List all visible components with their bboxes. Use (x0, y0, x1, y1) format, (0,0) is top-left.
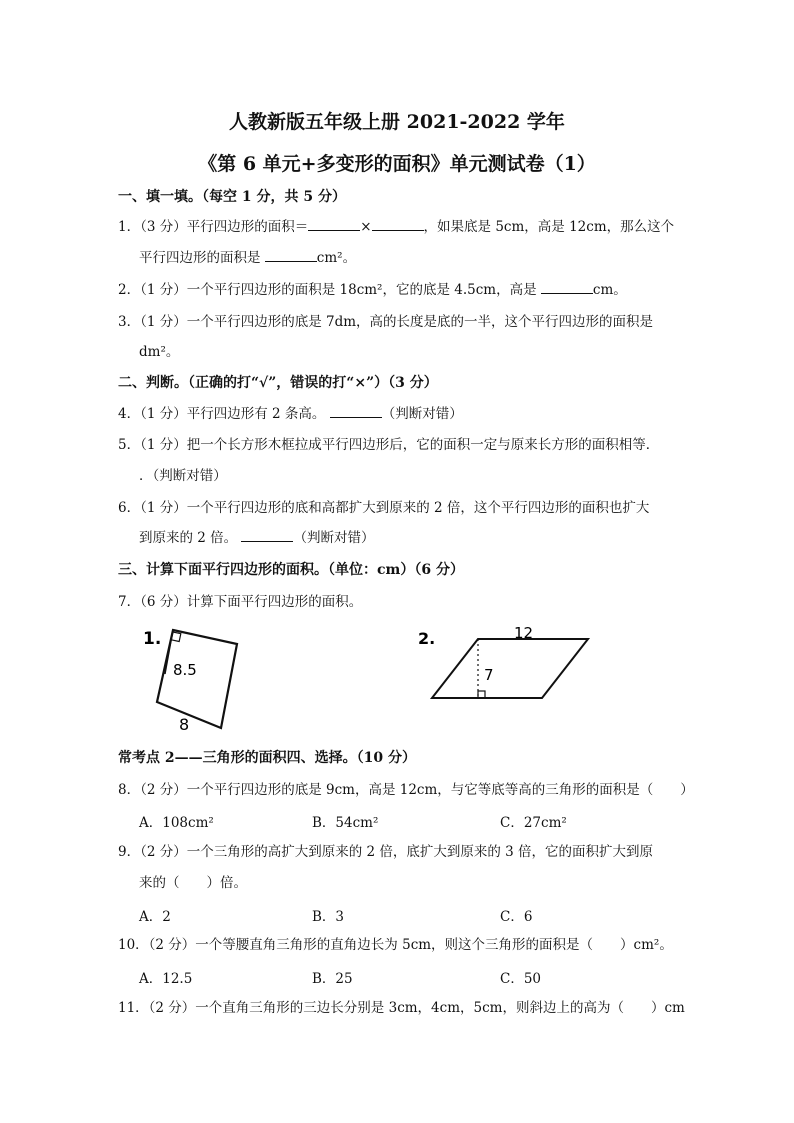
q10-option-c[interactable]: C．50 (500, 971, 542, 987)
figure-2-height-label: 7 (484, 666, 494, 684)
question-5-cont: ．（判断对错） (139, 468, 227, 484)
q6-text-b: 到原来的 2 倍。 (139, 530, 238, 546)
q9-option-a[interactable]: A．2 (139, 909, 171, 925)
figure-2-top-label: 12 (514, 624, 534, 642)
question-6-cont (139, 529, 699, 547)
q10-option-a[interactable]: A．12.5 (139, 971, 193, 987)
q2-text-b: cm。 (592, 282, 627, 298)
q6-text-c: （判断对错） (293, 530, 375, 546)
figure-1-right-angle (171, 632, 180, 641)
question-10: 10．（2 分）一个等腰直角三角形的直角边长为 5cm，则这个三角形的面积是（ ）cm²。 (118, 937, 673, 953)
q9-option-b[interactable]: B．3 (312, 909, 345, 925)
q1-text-e: cm²。 (316, 250, 357, 266)
q1-text-a: 1．（3 分）平行四边形的面积＝ (118, 219, 309, 235)
section-4-heading: 常考点 2——三角形的面积四、选择。（10 分） (118, 750, 416, 766)
q1-text-c: ，如果底是 5cm，高是 12cm，那么这个 (423, 219, 675, 235)
q1-blank-2[interactable] (372, 218, 424, 231)
q1-times: × (360, 219, 372, 235)
title-line-1: 人教新版五年级上册 2021-2022 学年 (229, 111, 565, 133)
q4-text-a: 4．（1 分）平行四边形有 2 条高。 (118, 406, 326, 422)
question-1 (118, 218, 678, 236)
q1-blank-3[interactable] (265, 249, 317, 262)
figure-1-height-label: 8.5 (173, 661, 197, 679)
q4-text-b: （判断对错） (381, 406, 463, 422)
q8-option-b[interactable]: B．54cm² (312, 815, 379, 831)
question-4 (118, 405, 678, 423)
question-9: 9．（2 分）一个三角形的高扩大到原来的 2 倍，底扩大到原来的 3 倍，它的面积扩大到原 (118, 844, 654, 860)
figure-1-parallelogram (135, 622, 255, 740)
figure-2-parallelogram (412, 622, 602, 704)
question-5: 5．（1 分）把一个长方形木框拉成平行四边形后，它的面积一定与原来长方形的面积相等． (118, 437, 660, 453)
figure-2-label: 2. (418, 629, 436, 648)
figure-1-shape (157, 630, 237, 728)
title-line-2: 《第 6 单元+多变形的面积》单元测试卷（1） (198, 153, 596, 175)
q6-blank[interactable] (241, 529, 293, 542)
q1-text-d: 平行四边形的面积是 (139, 250, 261, 266)
question-6: 6．（1 分）一个平行四边形的底和高都扩大到原来的 2 倍，这个平行四边形的面积也扩大 (118, 500, 650, 516)
question-3: 3．（1 分）一个平行四边形的底是 7dm，高的长度是底的一半，这个平行四边形的面积是 (118, 314, 654, 330)
question-2 (118, 281, 678, 299)
section-2-heading: 二、判断。（正确的打“√”，错误的打“×”）（3 分） (118, 375, 438, 391)
q9-option-c[interactable]: C．6 (500, 909, 533, 925)
q4-blank[interactable] (330, 405, 382, 418)
q2-text-a: 2．（1 分）一个平行四边形的面积是 18cm²，它的底是 4.5cm，高是 (118, 282, 537, 298)
figure-2-shape (432, 639, 588, 698)
question-11: 11．（2 分）一个直角三角形的三边长分别是 3cm，4cm，5cm，则斜边上的高为（ ）cm (118, 1000, 685, 1016)
figure-2-right-angle (478, 691, 485, 698)
section-3-heading: 三、计算下面平行四边形的面积。（单位：cm）（6 分） (118, 562, 464, 578)
q8-option-a[interactable]: A．108cm² (139, 815, 214, 831)
question-9-cont: 来的（ ）倍。 (139, 875, 247, 891)
q8-option-c[interactable]: C．27cm² (500, 815, 567, 831)
question-3-cont: dm²。 (139, 344, 180, 360)
q1-blank-1[interactable] (308, 218, 360, 231)
question-7: 7．（6 分）计算下面平行四边形的面积。 (118, 594, 363, 610)
q2-blank[interactable] (541, 281, 593, 294)
figure-1-label: 1. (143, 629, 162, 649)
q10-option-b[interactable]: B．25 (312, 971, 353, 987)
question-1-cont (139, 249, 699, 267)
section-1-heading: 一、填一填。（每空 1 分，共 5 分） (118, 189, 346, 205)
figure-1-base-label: 8 (179, 715, 190, 734)
question-8: 8．（2 分）一个平行四边形的底是 9cm，高是 12cm，与它等底等高的三角形的面积是（ ） (118, 782, 694, 798)
